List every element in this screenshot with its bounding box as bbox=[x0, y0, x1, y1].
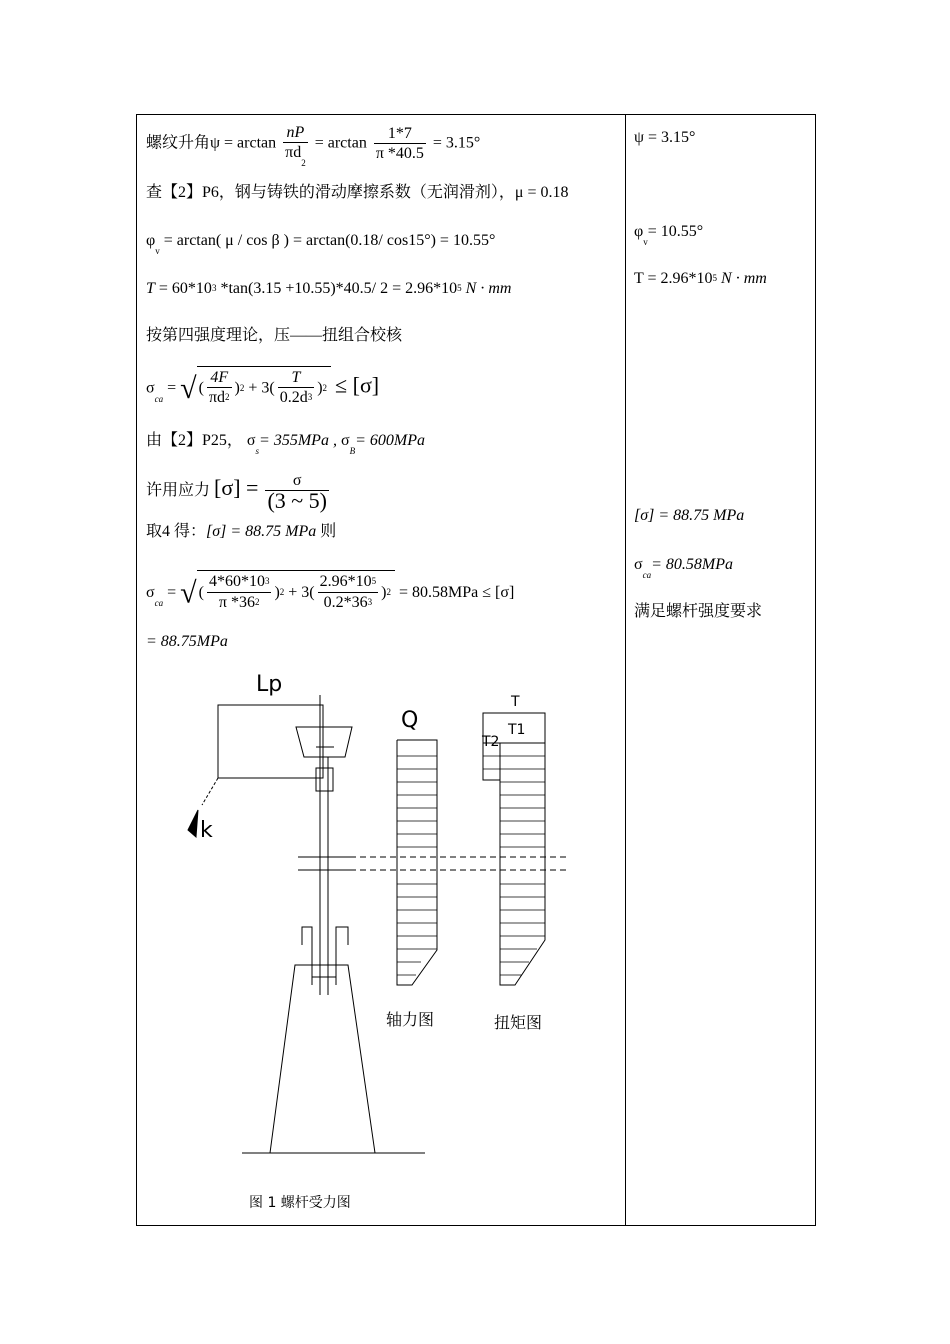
torque-hatching bbox=[483, 756, 545, 975]
label-t: T bbox=[511, 694, 520, 710]
right-phi: $\varphi_v= 10.55^\circ$ bbox=[634, 223, 704, 247]
label-k: k bbox=[200, 818, 213, 843]
label-lp: Lp bbox=[256, 672, 283, 697]
helix-angle-line: 螺纹升角ψ = arctan $\frac{nP}{\pi d_2}$ = arctan $\frac{1*7}{\pi *40.5}$ = 3.15° bbox=[146, 124, 481, 168]
handle-box bbox=[218, 705, 323, 778]
friction-angle-line: $\varphi_v = \arctan$( μ / cos β ) = arctan(0.18/ cos15°) = 10.55° bbox=[146, 232, 496, 256]
label-t2: T2 bbox=[482, 734, 500, 750]
column-divider bbox=[625, 114, 626, 1226]
axial-hatching bbox=[397, 756, 437, 975]
axial-caption: 轴力图 bbox=[386, 1010, 435, 1029]
right-torque: T = 2.96*105 N · mm bbox=[634, 270, 767, 287]
right-psi: ψ = 3.15° bbox=[634, 129, 696, 146]
screw-force-diagram bbox=[150, 665, 590, 1165]
take-value-line: 取4 得：[σ] = 88.75 MPa 则 bbox=[146, 523, 337, 540]
allowable-stress-line: 许用应力 [σ] = $\frac{\sigma}{(3 \sim 5)}$ bbox=[146, 472, 327, 513]
right-sigma: $\sigma_{ca}= 80.58MPa$ bbox=[634, 556, 734, 580]
figure-caption: 图 1 螺杆受力图 bbox=[249, 1195, 351, 1211]
strength-formula: $\sigma_{ca}$ = √ ( $\frac{4F}{\pi d2}$ )2 + 3( $\frac{T}{0.2d3}$ )2 ≤ [σ] bbox=[146, 366, 379, 409]
calc-formula: $\sigma_{ca}$ = √ ( $\frac{4*60*103}{\pi *362}$ )2 + 3( $\frac{2.96*105}{0.2*363}$ )2 = 80.58MPa ≤ [σ] bbox=[146, 570, 514, 614]
label-q: Q bbox=[401, 708, 419, 733]
right-allowable: [σ] = 88.75 MPa bbox=[634, 507, 745, 524]
theory-line: 按第四强度理论，压——扭组合校核 bbox=[146, 327, 403, 344]
calc-result-line: = 88.75MPa bbox=[146, 633, 228, 650]
friction-line: 查【2】P6，钢与铸铁的滑动摩擦系数（无润滑剂），μ = 0.18 bbox=[146, 184, 569, 201]
label-t1: T1 bbox=[508, 722, 526, 738]
right-conclusion: 满足螺杆强度要求 bbox=[634, 603, 763, 620]
torque-caption: 扭矩图 bbox=[494, 1013, 543, 1032]
material-line: 由【2】P25， $\sigma_s= 355MPa$ , $\sigma_B= 600MPa$ bbox=[146, 432, 425, 456]
torque-line: T = 60*103 *tan(3.15 +10.55)*40.5/ 2 = 2.96*105 N · mm bbox=[146, 280, 512, 297]
